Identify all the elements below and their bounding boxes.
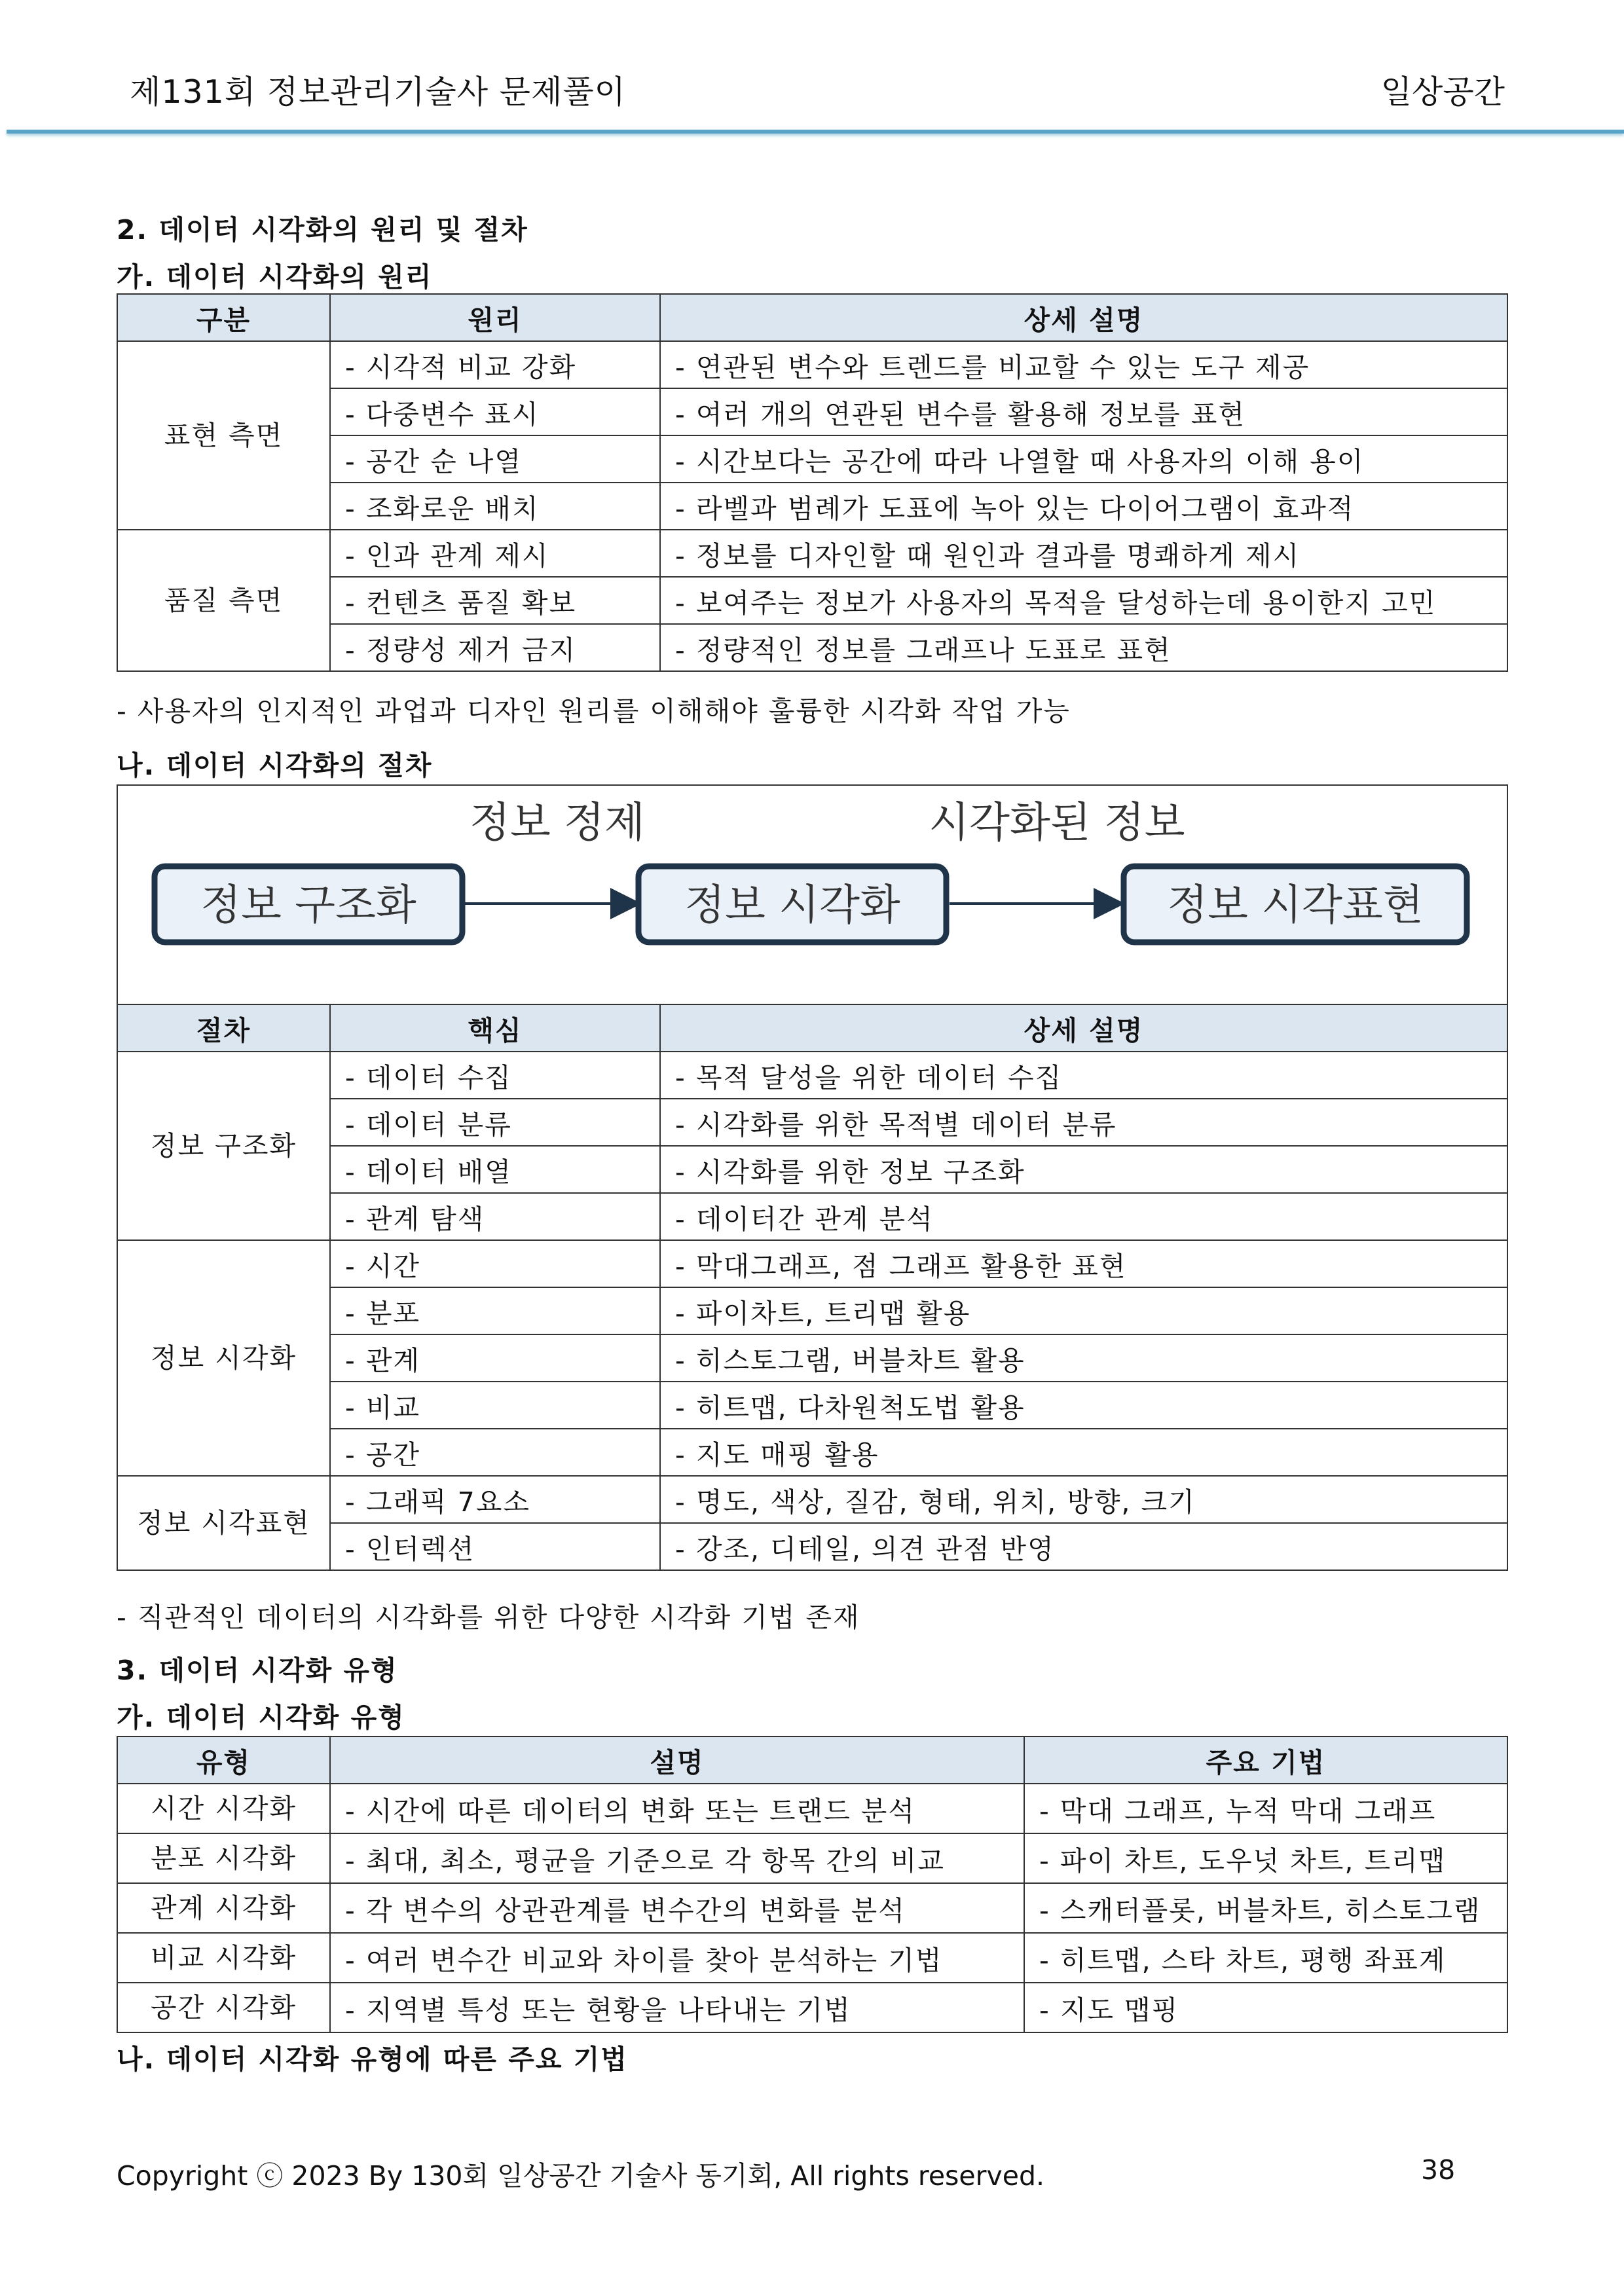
core-cell: - 시간 <box>330 1240 660 1287</box>
brand-name: 일상공간 <box>1380 73 1505 111</box>
description-cell: - 시간에 따른 데이터의 변화 또는 트랜드 분석 <box>330 1784 1024 1833</box>
description-cell: - 정보를 디자인할 때 원인과 결과를 명쾌하게 제시 <box>660 530 1507 577</box>
arrow-label: 정보 정제 <box>470 799 645 847</box>
technique-cell: - 파이 차트, 도우넛 차트, 트리맵 <box>1024 1833 1507 1883</box>
description-cell: - 각 변수의 상관관계를 변수간의 변화를 분석 <box>330 1883 1024 1933</box>
copyright-text: Copyright ⓒ 2023 By 130회 일상공간 기술사 동기회, All rights reserved. <box>117 2160 1045 2192</box>
table-header-row <box>117 1004 1507 1052</box>
description-cell: - 데이터간 관계 분석 <box>660 1193 1507 1240</box>
description-cell: - 명도, 색상, 질감, 형태, 위치, 방향, 크기 <box>660 1476 1507 1523</box>
column-header: 절차 <box>117 1004 330 1052</box>
table-row <box>117 1983 1507 2032</box>
table-row <box>117 1240 1507 1287</box>
column-header: 주요 기법 <box>1024 1736 1507 1784</box>
description-cell: - 히스토그램, 버블차트 활용 <box>660 1334 1507 1382</box>
principle-cell: - 시각적 비교 강화 <box>330 341 660 388</box>
subsection-heading: 나. 데이터 시각화의 절차 <box>117 750 433 781</box>
description-cell: - 연관된 변수와 트렌드를 비교할 수 있는 도구 제공 <box>660 341 1507 388</box>
principle-cell: - 공간 순 나열 <box>330 435 660 483</box>
type-cell: 시간 시각화 <box>117 1784 330 1833</box>
principle-cell: - 컨텐츠 품질 확보 <box>330 577 660 624</box>
note-text: - 직관적인 데이터의 시각화를 위한 다양한 시각화 기법 존재 <box>117 1602 860 1633</box>
principle-cell: - 인과 관계 제시 <box>330 530 660 577</box>
table-row <box>117 1052 1507 1099</box>
procedure-diagram <box>117 784 1508 1005</box>
table-header-row <box>117 1736 1507 1784</box>
description-cell: - 여러 변수간 비교와 차이를 찾아 분석하는 기법 <box>330 1933 1024 1983</box>
description-cell: - 여러 개의 연관된 변수를 활용해 정보를 표현 <box>660 388 1507 435</box>
core-cell: - 데이터 분류 <box>330 1099 660 1146</box>
type-cell: 관계 시각화 <box>117 1883 330 1933</box>
section-heading: 3. 데이터 시각화 유형 <box>117 1655 398 1686</box>
table-row <box>117 1476 1507 1523</box>
column-header: 핵심 <box>330 1004 660 1052</box>
description-cell: - 막대그래프, 점 그래프 활용한 표현 <box>660 1240 1507 1287</box>
box-label: 정보 시각화 <box>684 881 900 930</box>
description-cell: - 시각화를 위한 목적별 데이터 분류 <box>660 1099 1507 1146</box>
description-cell: - 지역별 특성 또는 현황을 나타내는 기법 <box>330 1983 1024 2032</box>
category-cell: 표현 측면 <box>117 341 330 530</box>
type-cell: 비교 시각화 <box>117 1933 330 1983</box>
technique-cell: - 스캐터플롯, 버블차트, 히스토그램 <box>1024 1883 1507 1933</box>
description-cell: - 라벨과 범례가 도표에 녹아 있는 다이어그램이 효과적 <box>660 483 1507 530</box>
section-heading: 2. 데이터 시각화의 원리 및 절차 <box>117 214 528 246</box>
table-row <box>117 1833 1507 1883</box>
page-number: 38 <box>1421 2154 1456 2186</box>
column-header: 상세 설명 <box>660 294 1507 341</box>
core-cell: - 데이터 배열 <box>330 1146 660 1193</box>
procedure-table <box>117 1004 1508 1571</box>
description-cell: - 강조, 디테일, 의견 관점 반영 <box>660 1523 1507 1570</box>
subsection-heading: 나. 데이터 시각화 유형에 따른 주요 기법 <box>117 2044 628 2075</box>
box-label: 정보 구조화 <box>200 881 416 930</box>
principle-cell: - 다중변수 표시 <box>330 388 660 435</box>
core-cell: - 비교 <box>330 1382 660 1429</box>
table-header-row <box>117 294 1507 341</box>
principles-table <box>117 293 1508 672</box>
table-row <box>117 1784 1507 1833</box>
table-row <box>117 1933 1507 1983</box>
core-cell: - 그래픽 7요소 <box>330 1476 660 1523</box>
description-cell: - 지도 매핑 활용 <box>660 1429 1507 1476</box>
subsection-heading: 가. 데이터 시각화의 원리 <box>117 261 433 293</box>
description-cell: - 히트맵, 다차원척도법 활용 <box>660 1382 1507 1429</box>
core-cell: - 인터렉션 <box>330 1523 660 1570</box>
header-rule <box>7 130 1624 134</box>
types-table <box>117 1736 1508 2033</box>
technique-cell: - 지도 맵핑 <box>1024 1983 1507 2032</box>
technique-cell: - 막대 그래프, 누적 막대 그래프 <box>1024 1784 1507 1833</box>
core-cell: - 관계 탐색 <box>330 1193 660 1240</box>
table-row <box>117 341 1507 388</box>
principle-cell: - 정량성 제거 금지 <box>330 624 660 671</box>
column-header: 설명 <box>330 1736 1024 1784</box>
column-header: 구분 <box>117 294 330 341</box>
category-cell: 정보 시각화 <box>117 1240 330 1476</box>
table-row <box>117 1883 1507 1933</box>
description-cell: - 파이차트, 트리맵 활용 <box>660 1287 1507 1334</box>
note-text: - 사용자의 인지적인 과업과 디자인 원리를 이해해야 훌륭한 시각화 작업 가능 <box>117 695 1071 727</box>
core-cell: - 공간 <box>330 1429 660 1476</box>
core-cell: - 데이터 수집 <box>330 1052 660 1099</box>
core-cell: - 관계 <box>330 1334 660 1382</box>
technique-cell: - 히트맵, 스타 차트, 평행 좌표계 <box>1024 1933 1507 1983</box>
principle-cell: - 조화로운 배치 <box>330 483 660 530</box>
table-row <box>117 530 1507 577</box>
description-cell: - 최대, 최소, 평균을 기준으로 각 항목 간의 비교 <box>330 1833 1024 1883</box>
description-cell: - 시간보다는 공간에 따라 나열할 때 사용자의 이해 용이 <box>660 435 1507 483</box>
category-cell: 정보 구조화 <box>117 1052 330 1240</box>
category-cell: 정보 시각표현 <box>117 1476 330 1570</box>
type-cell: 공간 시각화 <box>117 1983 330 2032</box>
description-cell: - 정량적인 정보를 그래프나 도표로 표현 <box>660 624 1507 671</box>
column-header: 상세 설명 <box>660 1004 1507 1052</box>
subsection-heading: 가. 데이터 시각화 유형 <box>117 1702 405 1733</box>
description-cell: - 목적 달성을 위한 데이터 수집 <box>660 1052 1507 1099</box>
category-cell: 품질 측면 <box>117 530 330 671</box>
document-title: 제131회 정보관리기술사 문제풀이 <box>130 73 627 111</box>
description-cell: - 시각화를 위한 정보 구조화 <box>660 1146 1507 1193</box>
core-cell: - 분포 <box>330 1287 660 1334</box>
box-label: 정보 시각표현 <box>1167 881 1424 930</box>
column-header: 유형 <box>117 1736 330 1784</box>
type-cell: 분포 시각화 <box>117 1833 330 1883</box>
arrow-label: 시각화된 정보 <box>929 799 1185 847</box>
column-header: 원리 <box>330 294 660 341</box>
description-cell: - 보여주는 정보가 사용자의 목적을 달성하는데 용이한지 고민 <box>660 577 1507 624</box>
